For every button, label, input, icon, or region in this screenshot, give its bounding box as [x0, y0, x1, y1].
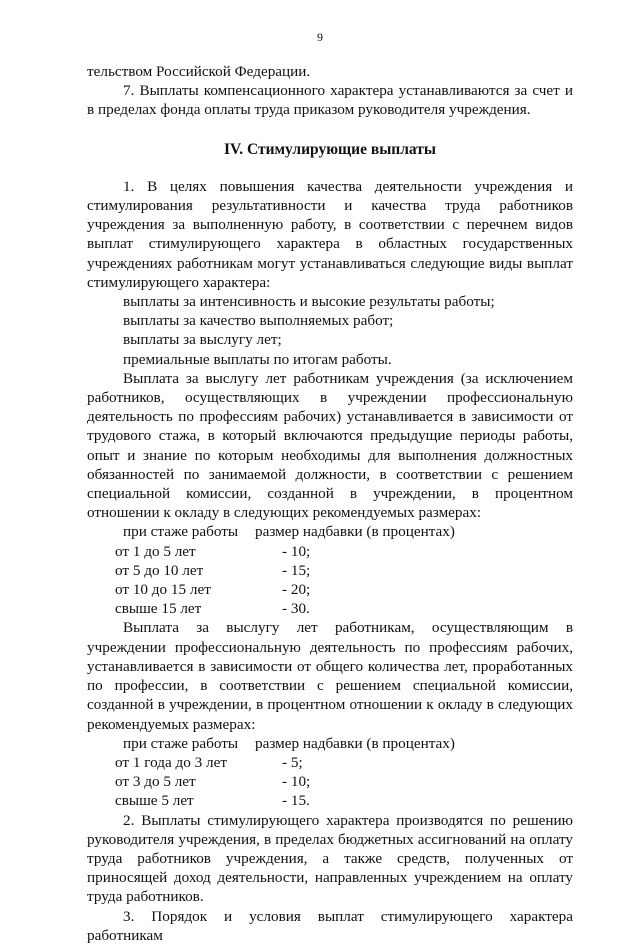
table-row	[87, 561, 573, 580]
paragraph-continuation: тельством Российской Федерации.	[87, 63, 311, 80]
list-item: выплаты за качество выполняемых работ;	[123, 312, 394, 330]
cell-experience: от 3 до 5 лет	[115, 773, 196, 791]
table-row	[87, 542, 573, 561]
cell-bonus: - 5;	[282, 753, 303, 771]
cell-experience: от 1 года до 3 лет	[115, 753, 227, 771]
paragraph-1: 1. В целях повышения качества деятельности учреждения и стимулирования результативности и качества труда работников учреждения за выполненную работу, в соответствии с перечнем видов выплат стимулирующего характера в областных государственных учреждениях работникам могут устанавливаться следующие виды выплат стимулирующего характера:	[87, 177, 573, 291]
paragraph-seniority-staff: Выплата за выслугу лет работникам учреждения (за исключением работников, осуществляющих в учреждении профессиональную деятельность по профессиям рабочих) устанавливается в зависимости от трудового стажа, в который включаются предыдущие периоды работы, опыт и знание по которым необходимы для выполнения должностных обязанностей по занимаемой должности, в соответствии с решением специальной комиссии, созданной в учреждении, в процентном отношении к окладу в следующих рекомендуемых размерах:	[87, 369, 573, 522]
list-item: выплаты за выслугу лет;	[123, 331, 282, 349]
list-item: выплаты за интенсивность и высокие результаты работы;	[123, 293, 495, 311]
payment-types-list	[87, 292, 573, 369]
table-row	[87, 599, 573, 618]
seniority-table-staff	[87, 522, 573, 618]
cell-bonus: - 10;	[282, 542, 311, 560]
table-row	[87, 772, 573, 791]
cell-bonus: - 30.	[282, 600, 310, 618]
paragraph-2: 2. Выплаты стимулирующего характера производятся по решению руководителя учреждения, в пределах бюджетных ассигнований на оплату труда работников учреждения, а также средств, полученных от приносящей доход деятельности, направленных учреждением на оплату труда работников.	[87, 811, 573, 906]
cell-experience: свыше 5 лет	[115, 792, 194, 810]
col-header-experience: при стаже работы	[123, 523, 239, 541]
section-heading: IV. Стимулирующие выплаты	[223, 140, 436, 158]
document-body	[87, 62, 573, 945]
cell-experience: свыше 15 лет	[115, 600, 202, 618]
table-row	[87, 791, 573, 810]
cell-bonus: - 15;	[282, 561, 311, 579]
paragraph-seniority-workers: Выплата за выслугу лет работникам, осуществляющим в учреждении профессиональную деятельность по профессиям рабочих, устанавливается в зависимости от общего количества лет, проработанных по профессии, в соответствии с решением специальной комиссии, созданной в учреждении, в процентном отношении к окладу в следующих рекомендуемых размерах:	[87, 619, 573, 733]
cell-bonus: - 15.	[282, 792, 310, 810]
seniority-table-workers	[87, 734, 573, 811]
cell-experience: от 10 до 15 лет	[115, 581, 211, 599]
table-row	[87, 580, 573, 599]
col-header-experience: при стаже работы	[123, 734, 239, 752]
col-header-bonus: размер надбавки (в процентах)	[255, 523, 455, 541]
paragraph-7: 7. Выплаты компенсационного характера устанавливаются за счет и в пределах фонда оплаты труда приказом руководителя учреждения.	[87, 82, 573, 119]
paragraph-3: 3. Порядок и условия выплат стимулирующего характера работникам	[87, 907, 573, 944]
cell-experience: от 1 до 5 лет	[115, 542, 196, 560]
col-header-bonus: размер надбавки (в процентах)	[255, 734, 455, 752]
list-item: премиальные выплаты по итогам работы.	[123, 350, 392, 368]
cell-experience: от 5 до 10 лет	[115, 561, 204, 579]
page-number: 9	[317, 30, 323, 44]
cell-bonus: - 10;	[282, 773, 311, 791]
table-row	[87, 753, 573, 772]
table-header	[87, 522, 573, 541]
cell-bonus: - 20;	[282, 581, 311, 599]
table-header	[87, 734, 573, 753]
